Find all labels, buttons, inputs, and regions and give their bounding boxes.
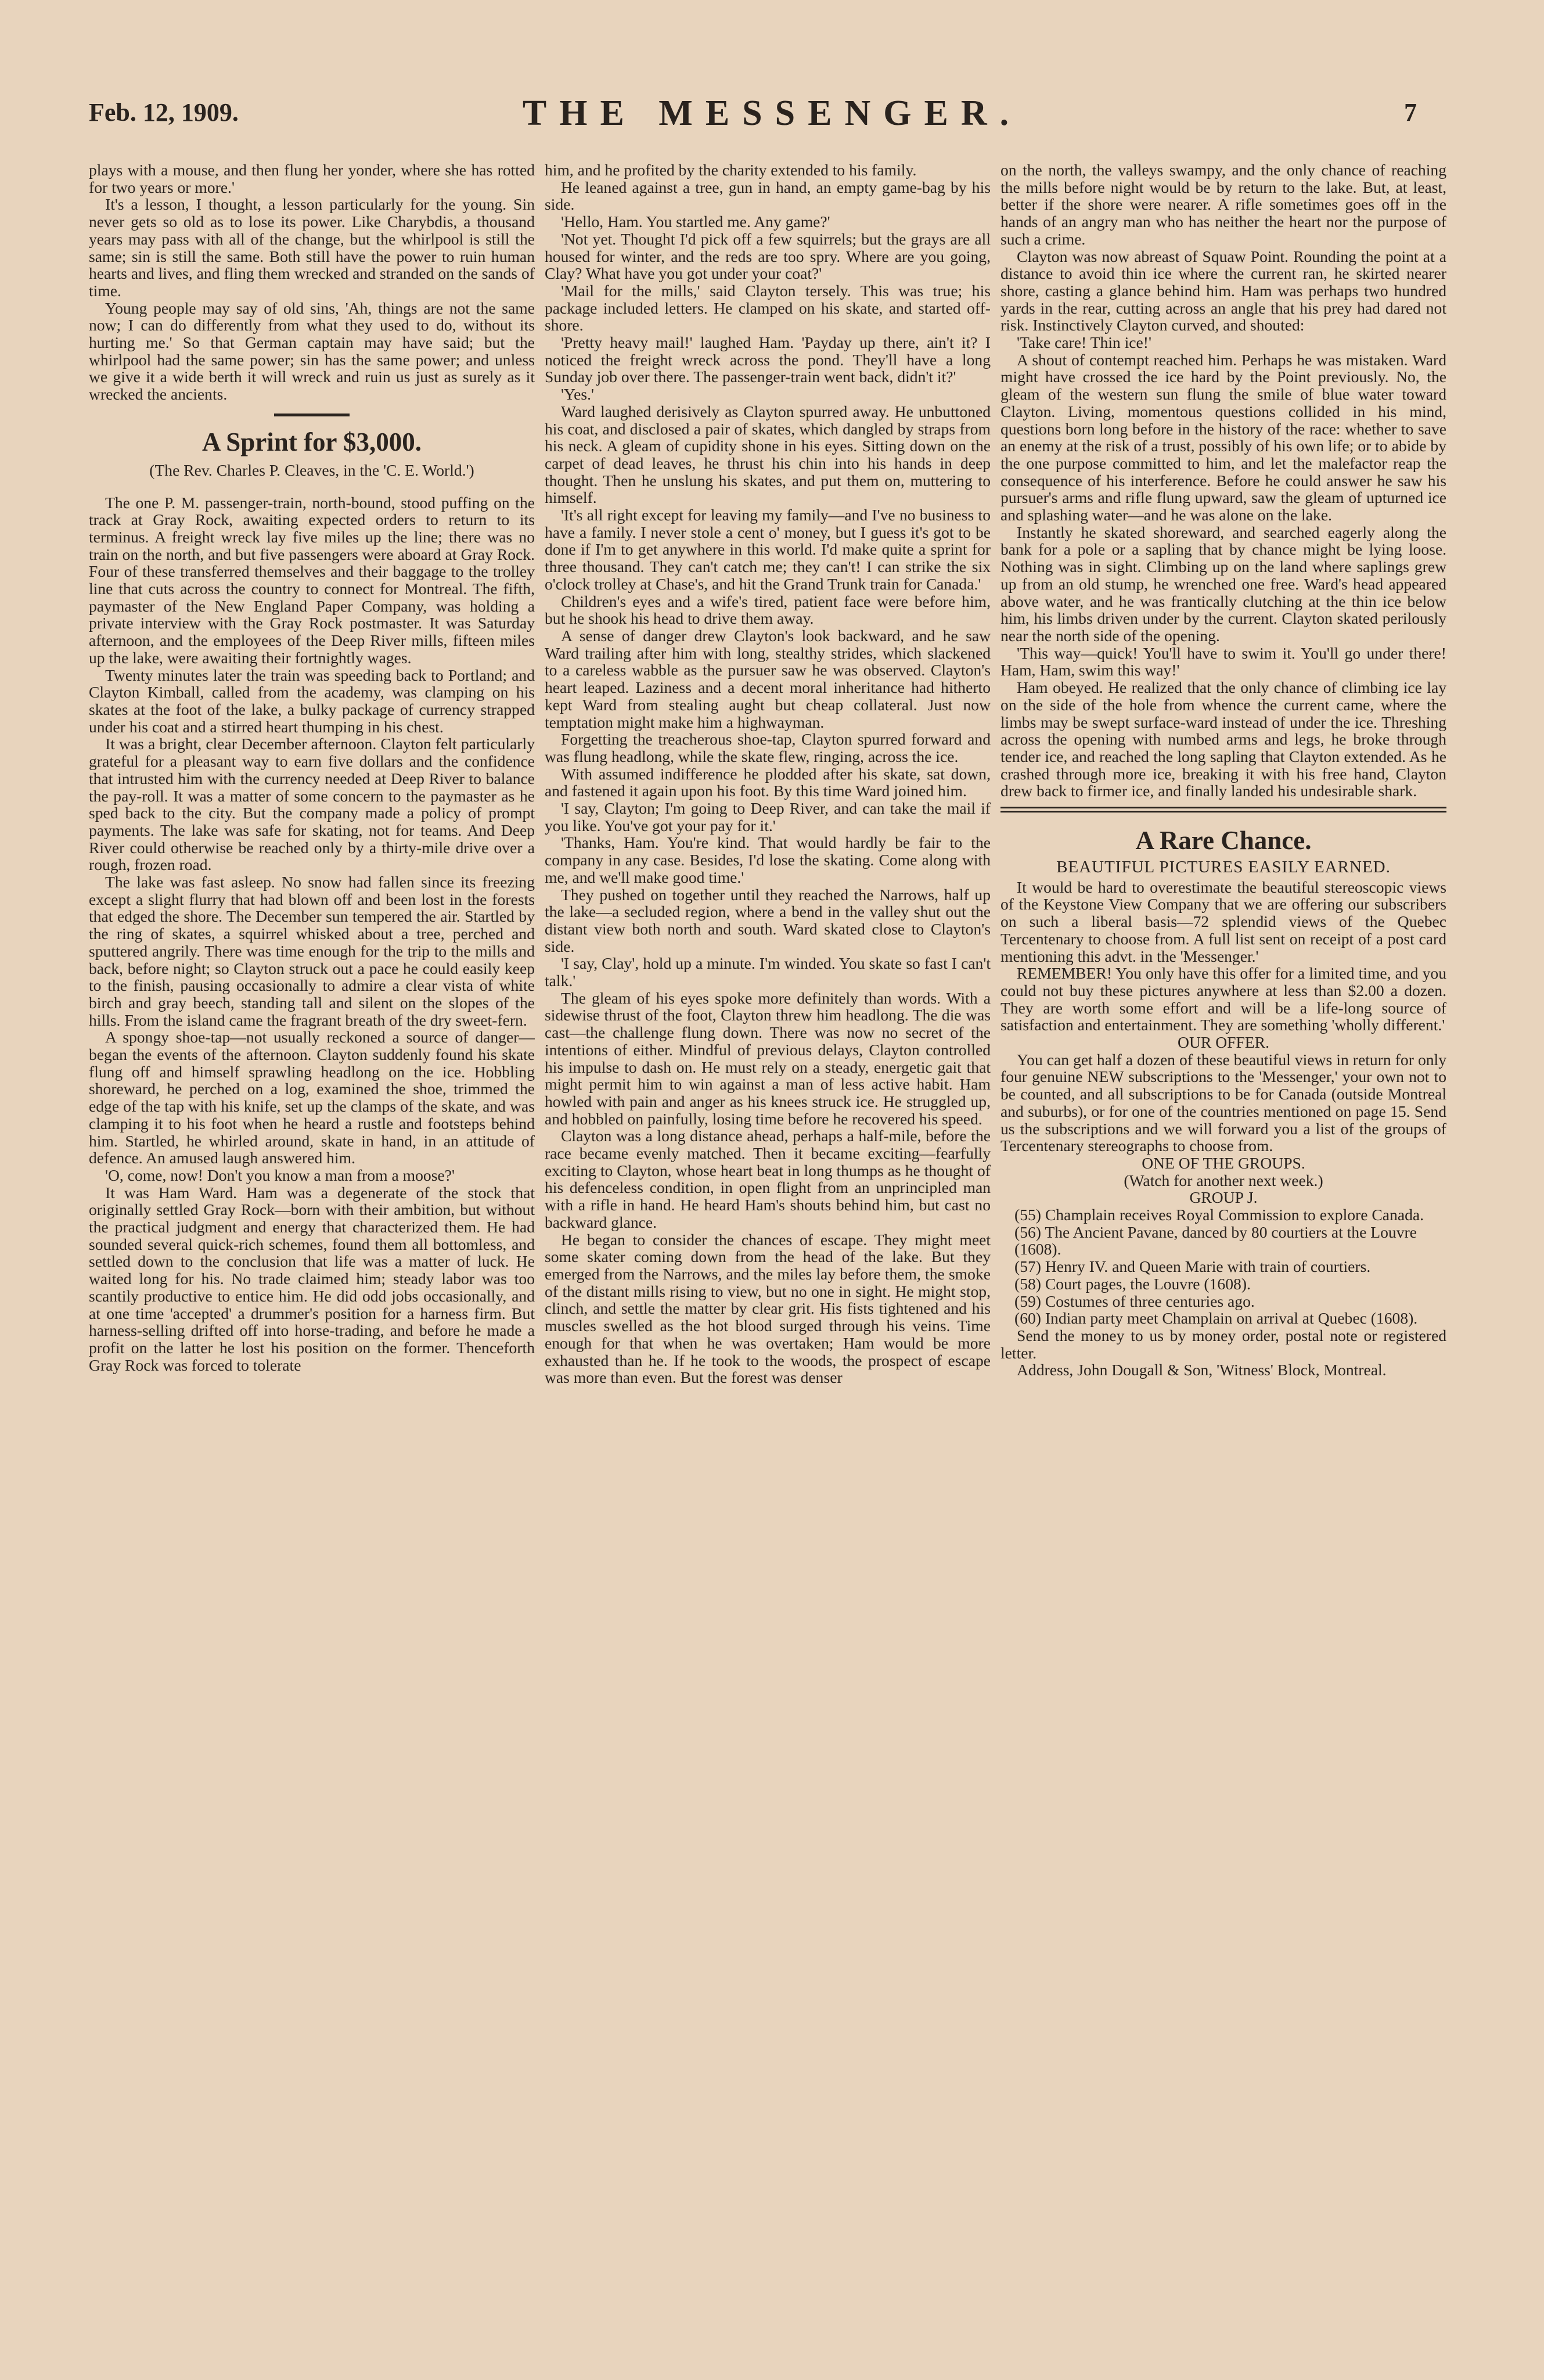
- paragraph: 'Thanks, Ham. You're kind. That would hardly be fair to the company in any case. Besides, I'd lose the skating. Come along with me, and we'll make good time.': [545, 833, 991, 886]
- section-divider: [1000, 807, 1446, 812]
- issue-date: Feb. 12, 1909.: [89, 98, 239, 127]
- paragraph: Ward laughed derisively as Clayton spurred away. He unbuttoned his coat, and disclosed a pair of skates, which dangled by straps from his neck. A gleam of cupidity shone in his eyes. Sitting down on the carpet of dead leaves, he thrust his chin into his hands in deep thought. Then he unslung his skates, and put them on, muttering to himself.: [545, 402, 991, 507]
- masthead-title: THE MESSENGER.: [522, 94, 1022, 133]
- paragraph: 'Take care! Thin ice!': [1017, 333, 1151, 352]
- paragraph: A sense of danger drew Clayton's look backward, and he saw Ward trailing after him with long, stealthy strides, which slackened to a careless wabble as the pursuer saw he was observed. Clayton's heart leaped. Laziness and a decent moral inheritance had hitherto kept Ward from stealing aught but cheap collateral. Just now temptation might make him a highwayman.: [545, 626, 991, 731]
- paragraph: A shout of contempt reached him. Perhaps he was mistaken. Ward might have crossed the ice hard by the Point previously. No, the gleam of the western sun flung the smile of blue water toward Clayton. Living, momentous questions collided in his mind, questions born long before in the history of the race: whether to save an enemy at the risk of a trust, possibly of his own life; or to abide by the one purpose committed to him, and let the malefactor reap the consequence of his interference. Before he could answer he saw his pursuer's arms and rifle flung upward, saw the gleam of upturned ice and splashing water—and he was alone on the lake.: [1000, 350, 1446, 524]
- paragraph: It was Ham Ward. Ham was a degenerate of the stock that originally settled Gray Rock—born with their ambition, but without the practical judgment and energy that characterized them. He had sounded several quick-rich schemes, found them all bottomless, and settled down to the conclusion that life was a matter of luck. He waited long for his. No trade claimed him; steady labor was too scantily productive to entice him. He did odd jobs occasionally, and at one time 'accepted' a drummer's position for a harness firm. But harness-selling drifted off into horse-trading, and before he made a profit on the latter he lost his position on the former. Thenceforth Gray Rock was forced to tolerate: [89, 1183, 535, 1374]
- paragraph: He leaned against a tree, gun in hand, an empty game-bag by his side.: [545, 178, 991, 214]
- page-number: 7: [1404, 98, 1417, 127]
- section-divider: [274, 414, 350, 416]
- paragraph: Send the money to us by money order, postal note or registered letter.: [1000, 1326, 1446, 1362]
- paragraph: 'Not yet. Thought I'd pick off a few squirrels; but the grays are all housed for winter, and the reds are too spry. Where are you going, Clay? What have you got under your coat?': [545, 229, 991, 283]
- paragraph: Twenty minutes later the train was speeding back to Portland; and Clayton Kimball, called from the academy, was clamping on his skates at the foot of the lake, a bulky package of currency strapped under his coat and a stirred heart thumping in his chest.: [89, 666, 535, 736]
- paragraph: They pushed on together until they reached the Narrows, half up the lake—a secluded region, where a bend in the valley shut out the distant view both north and south. Ward skated close to Clayton's side.: [545, 885, 991, 955]
- groups-note: (Watch for another next week.): [1124, 1171, 1323, 1189]
- paragraph: The lake was fast asleep. No snow had fallen since its freezing except a slight flurry that had blown off and been lost in the forests that edged the shore. The December sun tempered the air. Startled by the ring of skates, a squirrel whisked about a tree, perched and sputtered angrily. There was time enough for the trip to the mills and back, before night; so Clayton struck out a pace he could easily keep to the finish, pausing occasionally to admire a clear vista of white birch and gray beech, standing tall and silent on the slopes of the hills. From the island came the fragrant breath of the dry sweet-fern.: [89, 873, 535, 1029]
- group-name: GROUP J.: [1189, 1188, 1258, 1207]
- paragraph: 'Pretty heavy mail!' laughed Ham. 'Payday up there, ain't it? I noticed the freight wreck across the pond. They'll have a long Sunday job over there. The passenger-train went back, didn't it?': [545, 333, 991, 386]
- group-item: (59) Costumes of three centuries ago.: [1014, 1292, 1255, 1310]
- paragraph: You can get half a dozen of these beautiful views in return for only four genuine NEW subscriptions to the 'Messenger,' your own not to be counted, and all subscriptions to be for Canada (outside Montreal and suburbs), or for one of the countries mentioned on page 15. Send us the subscriptions and we will forward you a list of the groups of Tercentenary stereographs to choose from.: [1000, 1050, 1446, 1155]
- paragraph: Young people may say of old sins, 'Ah, things are not the same now; I can do differently from what they used to do, without its hurting me.' So that German captain may have said; but the whirlpool had the same power; sin has the same power; and unless we give it a wide berth it will wreck and ruin us just as surely as it wrecked the ancients.: [89, 299, 535, 404]
- article-title-rare-chance: A Rare Chance.: [1135, 826, 1312, 855]
- paragraph: 'Yes.': [561, 385, 594, 404]
- paragraph: The gleam of his eyes spoke more definitely than words. With a sidewise thrust of the foot, Clayton threw him headlong. The die was cast—the challenge flung down. There was now no secret of the intentions of either. Mindful of previous delays, Clayton controlled his impulse to dash on. He must rely on a steady, energetic gait that might permit him to win against a man of less active habit. Ham howled with pain and anger as his knees struck ice. He struggled up, and hobbled on painfully, losing time before he recovered his speed.: [545, 988, 991, 1128]
- offer-heading: OUR OFFER.: [1178, 1033, 1269, 1052]
- paragraph: It would be hard to overestimate the beautiful stereoscopic views of the Keystone View Company that we are offering our subscribers on such a liberal basis—72 splendid views of the Quebec Tercentenary to choose from. A full list sent on receipt of a post card mentioning this advt. in the 'Messenger.': [1000, 878, 1446, 965]
- paragraph: Forgetting the treacherous shoe-tap, Clayton spurred forward and was flung headlong, while the skate flew, ringing, across the ice.: [545, 730, 991, 765]
- column-1: [89, 161, 535, 2310]
- paragraph: Children's eyes and a wife's tired, patient face were before him, but he shook his head to drive them away.: [545, 592, 991, 628]
- paragraph: plays with a mouse, and then flung her yonder, where she has rotted for two years or more.': [89, 161, 535, 196]
- column-3: [1000, 161, 1446, 2310]
- groups-heading: ONE OF THE GROUPS.: [1142, 1153, 1305, 1172]
- group-item: (55) Champlain receives Royal Commission to explore Canada.: [1014, 1206, 1424, 1224]
- paragraph: 'I say, Clayton; I'm going to Deep River, and can take the mail if you like. You've got your pay for it.': [545, 799, 991, 835]
- article-byline: (The Rev. Charles P. Cleaves, in the 'C. E. World.'): [149, 461, 474, 479]
- paragraph: 'I say, Clay', hold up a minute. I'm winded. You skate so fast I can't talk.': [545, 954, 991, 990]
- group-item: (57) Henry IV. and Queen Marie with train of courtiers.: [1014, 1257, 1371, 1276]
- paragraph: 'O, come, now! Don't you know a man from a moose?': [105, 1166, 455, 1184]
- paragraph: 'It's all right except for leaving my family—and I've no business to have a family. I never stole a cent o' money, but I guess it's got to be done if I'm to get anywhere in this world. I'd make quite a sprint for three thousand. They can't catch me; they can't! I can strike the six o'clock trolley at Chase's, and hit the Grand Trunk train for Canada.': [545, 506, 991, 593]
- paragraph: With assumed indifference he plodded after his skate, sat down, and fastened it again upon his foot. By this time Ward joined him.: [545, 764, 991, 800]
- paragraph: Clayton was a long distance ahead, perhaps a half-mile, before the race became evenly matched. Then it became exciting—fearfully exciting to Clayton, whose heart beat in long thumps as he thought of his defenceless condition, in open flight from an unprincipled man with a rifle in hand. He heard Ham's shouts behind him, but cast no backward glance.: [545, 1127, 991, 1231]
- article-subtitle: BEAUTIFUL PICTURES EASILY EARNED.: [1056, 858, 1391, 877]
- paragraph: 'This way—quick! You'll have to swim it. You'll go under there! Ham, Ham, swim this way!': [1000, 643, 1446, 680]
- group-item: (56) The Ancient Pavane, danced by 80 courtiers at the Louvre (1608).: [1014, 1223, 1417, 1259]
- paragraph: REMEMBER! You only have this offer for a limited time, and you could not buy these pictures anywhere at less than $2.00 a dozen. They are worth some effort and will be a life-long source of satisfaction and entertainment. They are something 'wholly different.': [1000, 964, 1446, 1034]
- paragraph: 'Mail for the mills,' said Clayton tersely. This was true; his package included letters. He clamped on his skate, and started off-shore.: [545, 281, 991, 335]
- column-2: [545, 161, 991, 2310]
- paragraph: on the north, the valleys swampy, and the only chance of reaching the mills before night would be by return to the lake. But, at least, better if the shore were nearer. A rifle sometimes goes off in the hands of an angry man who has neither the heart nor the purpose of such a crime.: [1000, 161, 1446, 248]
- paragraph: him, and he profited by the charity extended to his family.: [545, 161, 917, 179]
- paragraph: It's a lesson, I thought, a lesson particularly for the young. Sin never gets so old as to lose its power. Like Charybdis, a thousand years may pass with all of the change, but the whirlpool is still the same; sin is still the same. Both still have the power to ruin human hearts and lives, and fling them wrecked and stranded on the sands of time.: [89, 195, 535, 300]
- article-title-sprint: A Sprint for $3,000.: [202, 427, 422, 456]
- paragraph: It was a bright, clear December afternoon. Clayton felt particularly grateful for a pleasant way to earn five dollars and the confidence that intrusted him with the currency needed at Deep River to balance the pay-roll. It was a matter of some concern to the paymaster as he sped back to the city. But the company made a policy of prompt payments. The lake was safe for skating, not for teams. And Deep River could otherwise be reached only by a thirty-mile drive over a rough, frozen road.: [89, 735, 535, 874]
- paragraph: The one P. M. passenger-train, north-bound, stood puffing on the track at Gray Rock, awaiting expected orders to return to its terminus. A freight wreck lay five miles up the line; there was no train on the north, and but five passengers were aboard at Gray Rock. Four of these transferred themselves and their baggage to the trolley line that cuts across the country to connect for Montreal. The fifth, paymaster of the New England Paper Company, was holding a private interview with the Gray Rock postmaster. It was Saturday afternoon, and the employees of the Deep River mills, fifteen miles up the lake, were awaiting their fortnightly wages.: [89, 493, 535, 667]
- paragraph: Instantly he skated shoreward, and searched eagerly along the bank for a pole or a sapling that by chance might be lying loose. Nothing was in sight. Climbing up on the land where saplings grew up from an old stump, he wrenched one free. Ward's head appeared above water, and he was frantically clutching at the thin ice below him, his limbs driven under by the current. Clayton skated perilously near the north side of the opening.: [1000, 523, 1446, 645]
- paragraph: Address, John Dougall & Son, 'Witness' Block, Montreal.: [1017, 1361, 1387, 1379]
- paragraph: Ham obeyed. He realized that the only chance of climbing ice lay on the side of the hole from whence the current came, where the limbs may be swept surface-ward instead of under the ice. Threshing across the opening with numbed arms and legs, he broke through tender ice, and reached the long sapling that Clayton extended. As he crashed through more ice, breaking it with his free hand, Clayton drew back to firmer ice, and finally landed his undesirable shark.: [1000, 678, 1446, 800]
- paragraph: 'Hello, Ham. You startled me. Any game?': [561, 213, 830, 231]
- paragraph: A spongy shoe-tap—not usually reckoned a source of danger—began the events of the afternoon. Clayton suddenly found his skate flung off and himself sprawling headlong on the ice. Hobbling shoreward, he perched on a log, examined the shoe, trimmed the edge of the tap with his knife, set up the clamps of the skate, and was clamping it to his foot when he heard a rustle and footsteps behind him. Startled, he whirled around, skate in hand, in an attitude of defence. An amused laugh answered him.: [89, 1028, 535, 1167]
- paragraph: He began to consider the chances of escape. They might meet some skater coming down from the head of the lake. But they emerged from the Narrows, and the miles lay before them, the smoke of the distant mills rising to view, but no one in sight. He might stop, clinch, and settle the matter by clear grit. His fists tightened and his muscles swelled as the hot blood surged through his veins. Time enough for that when he was overtaken; Ham would be more exhausted than he. If he took to the woods, the prospect of escape was more than even. But the forest was denser: [545, 1230, 991, 1387]
- group-item: (60) Indian party meet Champlain on arrival at Quebec (1608).: [1014, 1309, 1418, 1328]
- paragraph: Clayton was now abreast of Squaw Point. Rounding the point at a distance to avoid thin ice where the current ran, he skirted nearer shore, casting a glance behind him. Ham was perhaps two hundred yards in the rear, cutting across an angle that his prey had dared not risk. Instinctively Clayton curved, and shouted:: [1000, 247, 1446, 335]
- group-item: (58) Court pages, the Louvre (1608).: [1014, 1274, 1251, 1293]
